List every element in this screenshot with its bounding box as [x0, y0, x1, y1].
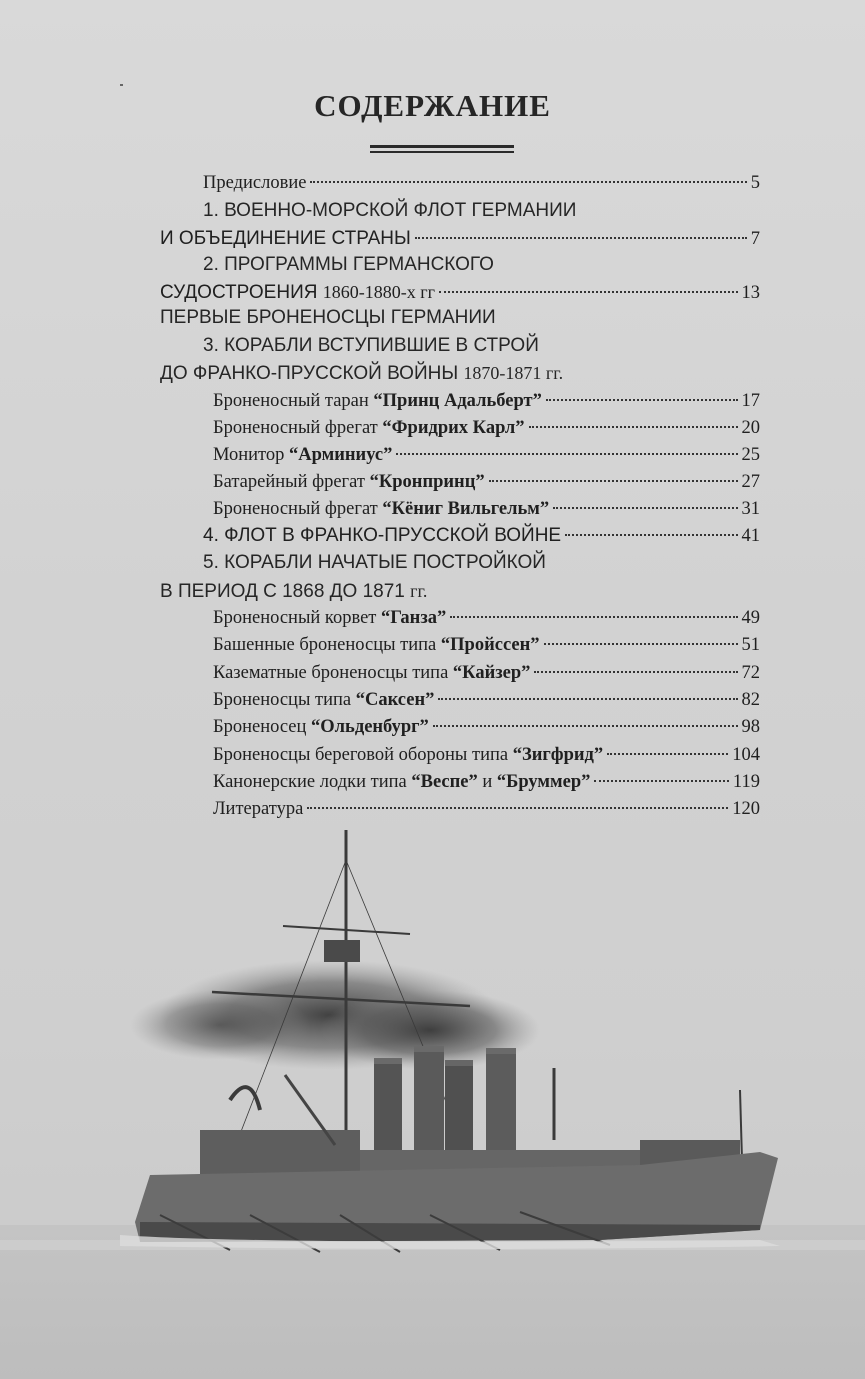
ship-name: “Пройссен”	[440, 635, 540, 655]
entry-type: Батарейный фрегат	[213, 472, 370, 492]
dot-leader	[553, 507, 737, 509]
entry-type: Броненосцы типа	[213, 690, 356, 710]
page-number: 41	[741, 526, 760, 546]
toc-entry-siegfried[interactable]	[213, 743, 760, 767]
toc-entry-chapter-4[interactable]	[203, 524, 760, 548]
ship-name: “Кёниг Вильгельм”	[382, 499, 550, 519]
ship-name: “Ольденбург”	[311, 717, 429, 737]
toc-entry-oldenburg[interactable]	[213, 715, 760, 739]
entry-type: Монитор	[213, 445, 290, 465]
entry-title: Литература	[213, 799, 304, 819]
toc-entry-hansa[interactable]	[213, 606, 760, 630]
page-number: 31	[741, 499, 760, 519]
chapter-5-line-2	[160, 579, 427, 604]
dot-leader	[607, 753, 728, 755]
chapter-3-title: ДО ФРАНКО-ПРУССКОЙ ВОЙНЫ	[160, 363, 459, 384]
page-title: СОДЕРЖАНИЕ	[314, 88, 551, 123]
page-number: 17	[741, 391, 760, 411]
ship-name: “Веспе”	[411, 772, 478, 792]
page-number: 25	[741, 445, 760, 465]
chapter-5-title: В ПЕРИОД С 1868 ДО 1871	[160, 581, 405, 602]
entry-type: Казематные броненосцы типа	[213, 663, 453, 683]
entry-type: Броненосный фрегат	[213, 418, 383, 438]
toc-entry-literature[interactable]	[213, 797, 760, 821]
dot-leader	[396, 453, 737, 455]
toc-entry-prinz-adalbert[interactable]	[213, 389, 760, 413]
chapter-3-years: 1870-1871 гг.	[463, 363, 564, 383]
chapter-3-line-1: 3. КОРАБЛИ ВСТУПИВШИЕ В СТРОЙ	[203, 335, 539, 356]
toc-entry-kaiser[interactable]	[213, 661, 760, 685]
dot-leader	[594, 780, 729, 782]
ship-name: “Зигфрид”	[512, 745, 604, 765]
warship-photograph	[0, 830, 865, 1379]
toc-entry-kronprinz[interactable]	[213, 470, 760, 494]
entry-type: Броненосный таран	[213, 391, 374, 411]
entry-title: СУДОСТРОЕНИЯ	[160, 282, 318, 303]
ship-name: “Ганза”	[381, 608, 447, 628]
entry-type: Броненосец	[213, 717, 312, 737]
dot-leader	[534, 671, 737, 673]
dot-leader	[310, 181, 746, 183]
entry-type: Броненосцы береговой обороны типа	[213, 745, 513, 765]
page-number: 20	[741, 418, 760, 438]
chapter-5-years-suffix: гг.	[410, 581, 428, 601]
entry-title: 4. ФЛОТ В ФРАНКО-ПРУССКОЙ ВОЙНЕ	[203, 525, 562, 546]
dot-leader	[307, 807, 728, 809]
entry-years: 1860-1880-х гг	[322, 282, 436, 302]
ship-name: “Арминиус”	[289, 445, 393, 465]
page-number: 82	[741, 690, 760, 710]
dot-leader	[565, 534, 737, 536]
entry-type: Канонерские лодки типа	[213, 772, 412, 792]
conjunction: и	[477, 772, 497, 792]
page-number: 51	[741, 635, 760, 655]
dot-leader	[489, 480, 738, 482]
page-number: 13	[741, 283, 760, 303]
chapter-2-line-1: 2. ПРОГРАММЫ ГЕРМАНСКОГО	[203, 254, 494, 275]
page-number: 72	[741, 663, 760, 683]
toc-entry-sachsen[interactable]	[213, 688, 760, 712]
page-number: 7	[750, 229, 760, 249]
dot-leader	[438, 698, 737, 700]
page-number: 120	[732, 799, 760, 819]
page-number: 119	[732, 772, 760, 792]
entry-title: И ОБЪЕДИНЕНИЕ СТРАНЫ	[160, 228, 411, 249]
dot-leader	[415, 237, 747, 239]
ship-name: “Кронпринц”	[369, 472, 485, 492]
page-number: 27	[741, 472, 760, 492]
page-number: 49	[741, 608, 760, 628]
toc-entry-chapter-2[interactable]	[160, 280, 760, 305]
entry-type: Броненосный фрегат	[213, 499, 383, 519]
dot-leader	[450, 616, 737, 618]
chapter-3-line-2	[160, 361, 563, 386]
dot-leader	[529, 426, 738, 428]
toc-entry-chapter-1[interactable]	[160, 227, 760, 251]
chapter-5-line-1: 5. КОРАБЛИ НАЧАТЫЕ ПОСТРОЙКОЙ	[203, 552, 546, 573]
toc-entry-preussen[interactable]	[213, 633, 760, 657]
ship-name: “Саксен”	[355, 690, 435, 710]
toc-entry-arminius[interactable]	[213, 443, 760, 467]
section-header: ПЕРВЫЕ БРОНЕНОСЦЫ ГЕРМАНИИ	[160, 307, 496, 328]
entry-type: Башенные броненосцы типа	[213, 635, 441, 655]
toc-entry-koenig-wilhelm[interactable]	[213, 497, 760, 521]
page-number: 5	[750, 173, 760, 193]
toc-entry-wespe-brummer[interactable]	[213, 770, 760, 794]
ship-name: “Принц Адальберт”	[373, 391, 542, 411]
page-number: 104	[732, 745, 760, 765]
ship-name: “Кайзер”	[452, 663, 531, 683]
chapter-1-line-1: 1. ВОЕННО-МОРСКОЙ ФЛОТ ГЕРМАНИИ	[203, 200, 577, 221]
page-number: 98	[741, 717, 760, 737]
toc-entry-preface[interactable]	[203, 171, 760, 195]
dot-leader	[544, 643, 738, 645]
ship-name-2: “Бруммер”	[496, 772, 591, 792]
dot-leader	[546, 399, 738, 401]
toc-entry-friedrich-karl[interactable]	[213, 416, 760, 440]
dot-leader	[439, 291, 737, 293]
entry-title: Предисловие	[203, 173, 307, 193]
ship-name: “Фридрих Карл”	[382, 418, 525, 438]
dot-leader	[433, 725, 738, 727]
entry-type: Броненосный корвет	[213, 608, 382, 628]
